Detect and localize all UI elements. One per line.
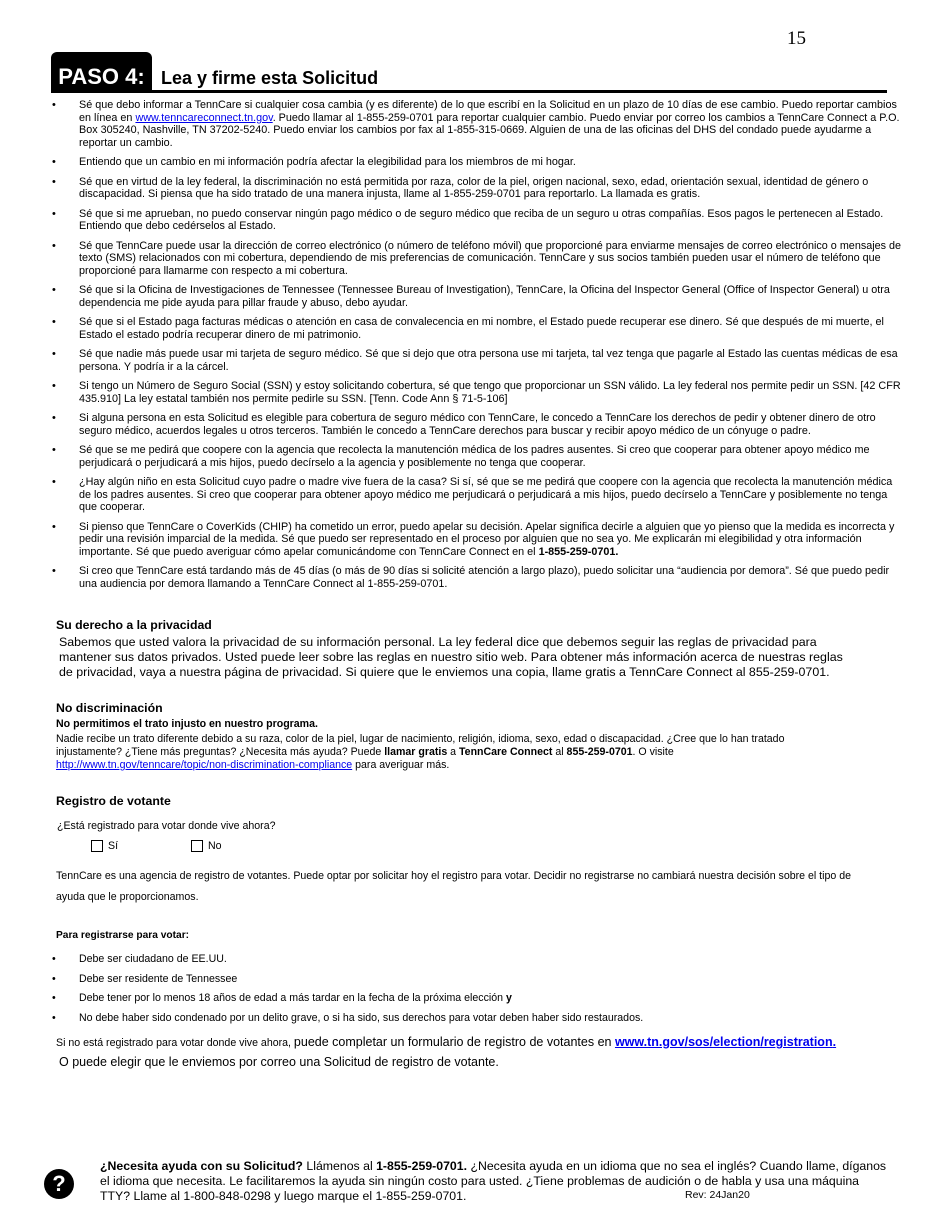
list-item: • Sé que debo informar a TennCare si cualquier cosa cambia (y es diferente) de lo que escribí en la Solicitud en un plazo de 10 días de ese cambio. Puedo reportar cambios en línea en www.tenncareconnect.tn.gov. Puedo llamar al 1-855-259-0701 para reportar cualquier cambio. Puedo enviar por correo los cambios a TennCare Connect a P.O. Box 305240, Nashville, TN 37202-5240. Puedo enviar los cambios por fax al 1-855-315-0669. Alguien de una de las oficinas del DHS del condado puede ayudarme a reportar un cambio. (50, 99, 906, 149)
list-item: • Sé que nadie más puede usar mi tarjeta de seguro médico. Sé que si dejo que otra persona use mi tarjeta, tal vez tenga que pagarle al Estado las cuentas médicas de esa persona. Y podría ir a la cárcel. (50, 348, 906, 373)
list-item: • Sé que TennCare puede usar la dirección de correo electrónico (o número de teléfono móvil) que proporcioné para enviarme mensajes de correo electrónico o mensajes de texto (SMS) relacionados con mi cobertura, dependiendo de mis preferencias de comunicación. TennCare y sus socios también pueden usar el número de teléfono que proporcioné para llamarme con respecto a mi cobertura. (50, 240, 906, 278)
help-text: ¿Necesita ayuda con su Solicitud? Llámenos al 1-855-259-0701. ¿Necesita ayuda en un idioma que no sea el inglés? Cuando llame, díganos el idioma que necesita. Le facilitaremos la ayuda sin ningún costo para usted. ¿Tiene problemas de audición o de habla y usa una máquina TTY? Llame al 1-800-848-0298 y luego marque el 1-855-259-0701. (100, 1159, 887, 1203)
list-item: • Sé que si la Oficina de Investigaciones de Tennessee (Tennessee Bureau of Investigation), TennCare, la Oficina del Inspector General (Office of Inspector General) u otra dependencia me pide ayuda para pillar fraude y abuso, debo ayudar. (50, 284, 906, 309)
checkbox-icon (191, 840, 203, 852)
voter-title: Registro de votante (56, 794, 171, 808)
step-header (51, 52, 887, 93)
nondiscrimination-subtitle: No permitimos el trato injusto en nuestro programa. (56, 718, 318, 730)
nondiscrimination-title: No discriminación (56, 701, 163, 715)
checkbox-icon (91, 840, 103, 852)
nondiscrimination-body: Nadie recibe un trato diferente debido a su raza, color de la piel, lugar de nacimiento, religión, idioma, sexo, edad o discapacidad. ¿Cree que lo han tratado injustamente? ¿Tiene más preguntas? ¿Necesita más ayuda? Puede llamar gratis a TennCare Connect al 855-259-0701. O visite http://www.tn.gov/tenncare/topic/non-discrimination-compliance para averiguar más. (56, 733, 785, 771)
step-label: PASO 4: (51, 52, 152, 91)
yes-checkbox[interactable]: Sí (91, 840, 118, 852)
nondiscrimination-link[interactable]: http://www.tn.gov/tenncare/topic/non-discrimination-compliance (56, 759, 353, 771)
help-icon: ? (44, 1169, 74, 1199)
list-item: • Sé que si el Estado paga facturas médicas o atención en casa de convalecencia en mi nombre, el Estado puede recuperar ese dinero. Sé que después de mi muerte, el Estado el estado podría recuperar dinero de mi patrimonio. (50, 316, 906, 341)
page-number: 15 (787, 28, 806, 49)
page-title: Lea y firme esta Solicitud (161, 68, 379, 88)
list-item: • Si tengo un Número de Seguro Social (SSN) y estoy solicitando cobertura, sé que tengo que proporcionar un SSN válido. La ley federal nos permite pedir un SSN. [42 CFR 435.910] La ley estatal también nos permite pedirle su SSN. [Tenn. Code Ann § 71-5-106] (50, 380, 906, 405)
list-item: • Sé que se me pedirá que coopere con la agencia que recolecta la manutención médica de los padres ausentes. Si creo que cooperar para obtener apoyo médico me perjudicará o perjudicará a mis hijos, puedo decírselo a la agencia y posiblemente no tenga que cooperar. (50, 444, 906, 469)
requirements-title: Para registrarse para votar: (56, 930, 190, 941)
privacy-title: Su derecho a la privacidad (56, 618, 212, 632)
list-item: • Sé que en virtud de la ley federal, la discriminación no está permitida por raza, color de la piel, origen nacional, sexo, edad, orientación sexual, identidad de género o discapacidad. Si piensa que ha sido tratado de una manera injusta, llame al 1-855-259-0701 para reportarlo. La llamada es gratis. (50, 176, 906, 201)
list-item: • Debe ser residente de Tennessee (50, 973, 643, 986)
list-item: • Entiendo que un cambio en mi información podría afectar la elegibilidad para los miembros de mi hogar. (50, 156, 906, 169)
terms-list (50, 99, 906, 597)
privacy-body: Sabemos que usted valora la privacidad de su información personal. La ley federal dice que debemos seguir las reglas de privacidad para mantener sus datos privados. Usted puede leer sobre las reglas en nuestro sitio web. Para obtener más información acerca de nuestras reglas de privacidad, vaya a nuestra página de privacidad. Si quiere que le enviemos una copia, llame gratis a TennCare Connect al 855-259-0701. (59, 635, 843, 680)
list-item: • Sé que si me aprueban, no puedo conservar ningún pago médico o de seguro médico que reciba de un seguro u otras compañías. Esos pagos le pertenecen al Estado. Entiendo que debo cedérselos al Estado. (50, 208, 906, 233)
list-item: • Debe tener por lo menos 18 años de edad a más tardar en la fecha de la próxima elección y (50, 992, 643, 1005)
mail-alternative: O puede elegir que le enviemos por correo una Solicitud de registro de votante. (59, 1055, 499, 1069)
not-registered-text: Si no está registrado para votar donde vive ahora, puede completar un formulario de registro de votantes en www.tn.gov/sos/election/registration. (56, 1035, 837, 1049)
list-item: • Si pienso que TennCare o CoverKids (CHIP) ha cometido un error, puedo apelar su decisión. Apelar significa decirle a alguien que yo pienso que la medida es incorrecta y pedir una revisión imparcial de la medida. Sé que puedo ser representado en el proceso por alguien que no sea yo. Me explicarán mi elegibilidad y otra información importante. Sé que puedo averiguar cómo apelar comunicándome con TennCare Connect en el 1-855-259-0701. (50, 521, 906, 559)
tenncare-connect-link[interactable]: www.tenncareconnect.tn.gov (135, 111, 273, 124)
revision-date: Rev: 24Jan20 (685, 1189, 750, 1201)
voter-question: ¿Está registrado para votar donde vive ahora? (57, 820, 276, 832)
list-item: • No debe haber sido condenado por un delito grave, o si ha sido, sus derechos para votar deben haber sido restaurados. (50, 1012, 643, 1025)
list-item: • ¿Hay algún niño en esta Solicitud cuyo padre o madre vive fuera de la casa? Si sí, sé que se me pedirá que coopere con la agencia que recolecta la manutención médica de los padres ausentes. Si creo que cooperar para obtener apoyo médico me perjudicará o perjudicará a mis hijos, puedo decírselo a TennCare y posiblemente no tenga que cooperar. (50, 476, 906, 514)
list-item: • Si creo que TennCare está tardando más de 45 días (o más de 90 días si solicité atención a largo plazo), puedo solicitar una “audiencia por demora”. Sé que puedo pedir una audiencia por demora llamando a TennCare Connect al 1-855-259-0701. (50, 565, 906, 590)
list-item: • Debe ser ciudadano de EE.UU. (50, 953, 643, 966)
no-checkbox[interactable]: No (191, 840, 222, 852)
requirements-list (50, 953, 643, 1031)
voter-info: TennCare es una agencia de registro de votantes. Puede optar por solicitar hoy el registro para votar. Decidir no registrarse no cambiará nuestra decisión sobre el tipo de ayuda que le proporcionamos. (56, 870, 851, 903)
registration-link[interactable]: www.tn.gov/sos/election/registration (614, 1035, 833, 1049)
list-item: • Si alguna persona en esta Solicitud es elegible para cobertura de seguro médico con TennCare, le concedo a TennCare los derechos de pedir y obtener dinero de otro seguro médico, acuerdos legales u otros terceros. También le concedo a TennCare derechos para buscar y recibir apoyo médico de un cónyuge o padre. (50, 412, 906, 437)
